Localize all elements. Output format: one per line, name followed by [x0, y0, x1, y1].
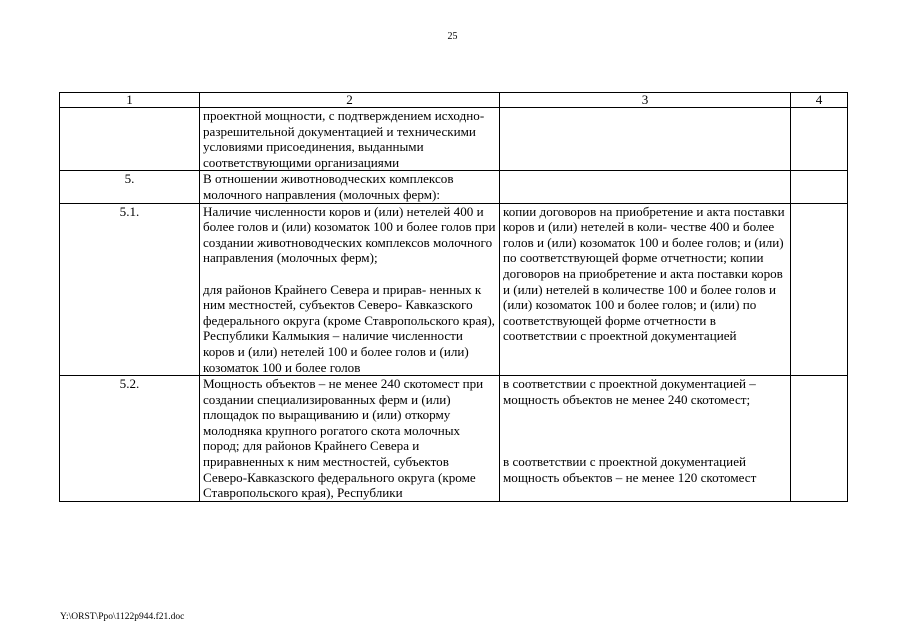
text-line: комплексов молочного направления [203, 234, 493, 266]
text-line: (или) нетелей 100 и более голов и (или) [248, 343, 469, 359]
notes-cell [791, 203, 848, 376]
blank-line [503, 423, 787, 439]
text-line: и (или) по соответствующей форме [503, 297, 757, 328]
table-row [60, 376, 848, 502]
text-line: выданными соответствующими [203, 139, 424, 170]
text-line: поставки коров и (или) нетелей в коли- [503, 203, 785, 235]
text-line: Мощность объектов – не менее 240 [203, 376, 401, 392]
documents-cell [500, 203, 791, 376]
criteria-cell [200, 376, 500, 502]
text-line: по выращиванию и (или) откорму молодняка [203, 407, 451, 438]
criteria-cell [200, 203, 500, 376]
text-line: 120 скотомест [677, 469, 757, 485]
row-number-cell [60, 108, 200, 171]
text-line: техническими условиями присоединения, [203, 123, 476, 155]
text-line: для районов Крайнего Севера и [242, 438, 420, 454]
notes-cell [791, 376, 848, 502]
text-line: специализированных ферм и (или) площадок [203, 391, 451, 423]
documents-cell [500, 108, 791, 171]
text-line: организациями [314, 154, 400, 170]
text-line: 100 и более голов; [638, 234, 741, 250]
table-row [60, 171, 848, 203]
criteria-cell [200, 108, 500, 171]
text-line: честве 400 и более голов и (или) козоматок [503, 219, 775, 250]
text-line: Калмыкия – наличие численности коров и [203, 328, 463, 359]
text-line: скотомест при создании [203, 376, 484, 407]
header-col-1: 1 [60, 93, 200, 108]
criteria-cell [200, 171, 500, 203]
documents-cell [500, 376, 791, 502]
text-line: в соответствии с проектной документацией – [503, 376, 756, 392]
header-col-3: 3 [500, 93, 791, 108]
text-line: молочного направления (молочных ферм): [203, 186, 440, 202]
row-number-cell: 5.2. [60, 376, 200, 502]
text-line: козоматок 100 и более голов; [535, 297, 697, 313]
documents-cell [500, 171, 791, 203]
text-line: документацией [651, 328, 737, 344]
text-line: приравненных к ним местностей, субъектов [203, 454, 449, 470]
header-col-4: 4 [791, 93, 848, 108]
text-line: исходно-разрешительной документацией и [203, 108, 485, 139]
text-line: крупного рогатого скота молочных пород; [203, 422, 461, 454]
text-line: В отношении животноводческих комплексов [203, 171, 454, 187]
text-line: копии договоров на приобретение и акта [503, 203, 731, 219]
text-line: ненных к ним местностей, субъектов Северо- [203, 281, 482, 313]
notes-cell [791, 108, 848, 171]
text-line: козоматок 100 и более голов [203, 359, 361, 375]
text-line: (молочных ферм); [276, 250, 378, 266]
table-row [60, 203, 848, 376]
text-line: количестве 100 и более голов и (или) [503, 281, 776, 313]
blank-line [503, 438, 787, 454]
text-line: в соответствии с проектной документацией [503, 454, 747, 470]
text-line: более голов при создании животноводческих [203, 219, 496, 250]
text-line: и (или) по соответствующей форме [503, 234, 784, 266]
header-col-2: 2 [200, 93, 500, 108]
text-line: мощность объектов – не менее [503, 469, 675, 485]
row-number-cell: 5.1. [60, 203, 200, 376]
text-line: копии договоров на приобретение и акта [503, 250, 764, 281]
row-number-cell: 5. [60, 171, 200, 203]
text-line: отчетности; [660, 250, 727, 266]
text-line: скотомест; [690, 391, 751, 407]
file-path-footer: Y:\ORST\Ppo\1122p944.f21.doc [60, 612, 185, 622]
notes-cell [791, 171, 848, 203]
text-line: Ставропольского края), Республики [203, 312, 495, 344]
text-line: Кавказского федерального округа (кроме [203, 297, 473, 328]
text-line: (кроме Ставропольского края), Республики [203, 469, 476, 501]
text-line: 400 и более голов и (или) козоматок 100 и [203, 203, 484, 235]
text-line: отчетности в соответствии с проектной [503, 312, 716, 344]
text-line: проектной мощности, с подтверждением [203, 108, 432, 123]
text-line: поставки коров и (или) нетелей в [503, 265, 783, 297]
text-line: Наличие численности коров и (или) нетелей [203, 203, 451, 219]
page-number: 25 [447, 31, 458, 42]
blank-line [503, 407, 787, 423]
table-row [60, 108, 848, 171]
text-line: Северо-Кавказского федерального округа [203, 469, 435, 485]
requirements-table [59, 92, 848, 502]
text-line: мощность объектов не менее 240 [503, 391, 688, 407]
text-line: для районов Крайнего Севера и прирав- [203, 281, 427, 297]
blank-line [203, 266, 496, 282]
table-header-row [60, 93, 848, 108]
